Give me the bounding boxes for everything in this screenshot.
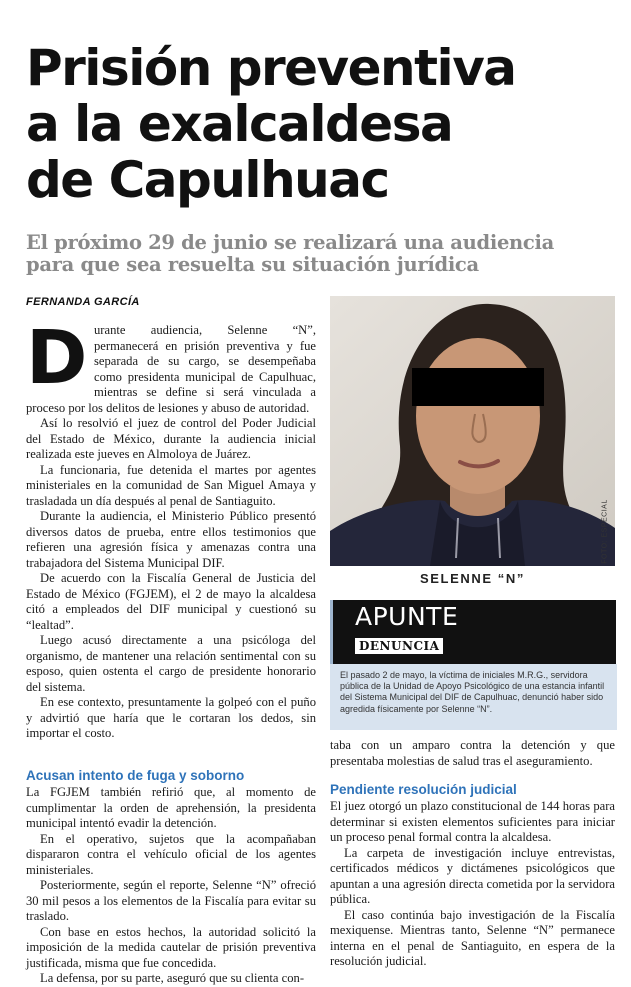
- subheadline: [26, 232, 616, 276]
- article-column-1-lower: [26, 768, 316, 987]
- paragraph: En ese contexto, presuntamente la golpeó con el puño y advirtió que haría que le cortaran los dedos, sin importar el costo.: [26, 695, 316, 740]
- apunte-subtitle: DENUNCIA: [355, 638, 443, 654]
- photo-caption: SELENNE “N”: [419, 571, 525, 586]
- headline: [26, 40, 616, 208]
- paragraph-continuation: taba con un amparo contra la detención y que presentaba molestias de salud tras el aseguramiento.: [330, 738, 615, 768]
- paragraph: De acuerdo con la Fiscalía General de Justicia del Estado de México (FGJEM), el 2 de mayo la alcaldesa citó a empleados del DIF municipal y cuestionó su “lealtad”.: [26, 571, 316, 632]
- paragraph: El caso continúa bajo investigación de la Fiscalía mexiquense. Mientras tanto, Selenne “N” permanece interna en el penal de Santiaguito, en espera de la resolución judicial.: [330, 907, 615, 968]
- byline: FERNANDA GARCÍA: [26, 296, 140, 308]
- apunte-box: [330, 600, 617, 730]
- paragraph: El juez otorgó un plazo constitucional de 144 horas para determinar si existen elementos suficientes para iniciar un proceso penal formal contra la alcaldesa.: [330, 799, 615, 844]
- paragraph: urante audiencia, Selenne “N”, permanecerá en prisión preventiva y fue separada de su cargo, se desempeñaba como presidenta municipal de Capulhuac, mientras se define si será vinculada a proceso por los delitos de lesiones y abuso de autoridad.: [26, 323, 316, 415]
- portrait-illustration: [330, 296, 615, 566]
- paragraph: La FGJEM también refirió que, al momento de cumplimentar la orden de aprehensión, la presidenta municipal intentó evadir la detención.: [26, 785, 316, 830]
- subheadline-line-2: para que sea resuelta su situación jurídica: [26, 253, 479, 276]
- apunte-text: El pasado 2 de mayo, la víctima de iniciales M.R.G., servidora pública de la Unidad de Apoyo Psicológico de una estancia infantil del Sistema Municipal del DIF de Capulhuac, denunció haber sido agredida físicamente por Selenne “N”.: [340, 670, 605, 714]
- paragraph: En el operativo, sujetos que la acompañaban dispararon contra el vehículo oficial de los agentes ministeriales.: [26, 831, 316, 877]
- apunte-header: [333, 600, 616, 664]
- paragraph: Posteriormente, según el reporte, Selenne “N” ofreció 30 mil pesos a los elementos de la Fiscalía para evitar su traslado.: [26, 878, 316, 923]
- subheadline-line-1: El próximo 29 de junio se realizará una audiencia: [26, 231, 554, 254]
- article-column-2: [330, 738, 615, 970]
- paragraph: Así lo resolvió el juez de control del Poder Judicial del Estado de México, durante la audiencia inicial realizada este jueves en Almoloya de Juárez.: [26, 416, 316, 461]
- article-column-1: [26, 315, 316, 742]
- paragraph: Durante la audiencia, el Ministerio Público presentó diversos datos de prueba, entre ellos testimonios que refieren una agresión física y amenazas contra una trabajadora del Sistema Municipal DIF.: [26, 509, 316, 570]
- paragraph: Con base en estos hechos, la autoridad solicitó la imposición de la medida cautelar de prisión preventiva justificada, misma que fue concedida.: [26, 924, 316, 970]
- paragraph: La funcionaria, fue detenida el martes por agentes ministeriales en la comunidad de San Miguel Amaya y trasladada un día después al penal de Santiaguito.: [26, 462, 316, 508]
- headline-line-1: Prisión preventiva: [26, 39, 516, 97]
- photo-selenne: [330, 296, 615, 566]
- drop-cap: D: [26, 315, 88, 401]
- headline-line-3: de Capulhuac: [26, 151, 389, 209]
- apunte-title: APUNTE: [355, 602, 459, 631]
- section-title-resolucion: Pendiente resolución judicial: [330, 782, 517, 797]
- section-title-fuga: Acusan intento de fuga y soborno: [26, 768, 245, 783]
- paragraph: La carpeta de investigación incluye entrevistas, certificados médicos y dictámenes psicológicos que apuntan a una agresión directa cometida por la servidora pública.: [330, 845, 615, 906]
- apunte-body: [330, 664, 617, 730]
- headline-line-2: a la exalcaldesa: [26, 95, 453, 153]
- photo-credit: FOTO: ESPECIAL: [601, 499, 609, 564]
- paragraph: La defensa, por su parte, aseguró que su clienta con-: [40, 971, 305, 985]
- paragraph: Luego acusó directamente a una psicóloga del organismo, de mantener una relación sentimental con su esposo, quien ostenta el cargo de presidente honorario del sistema.: [26, 633, 316, 694]
